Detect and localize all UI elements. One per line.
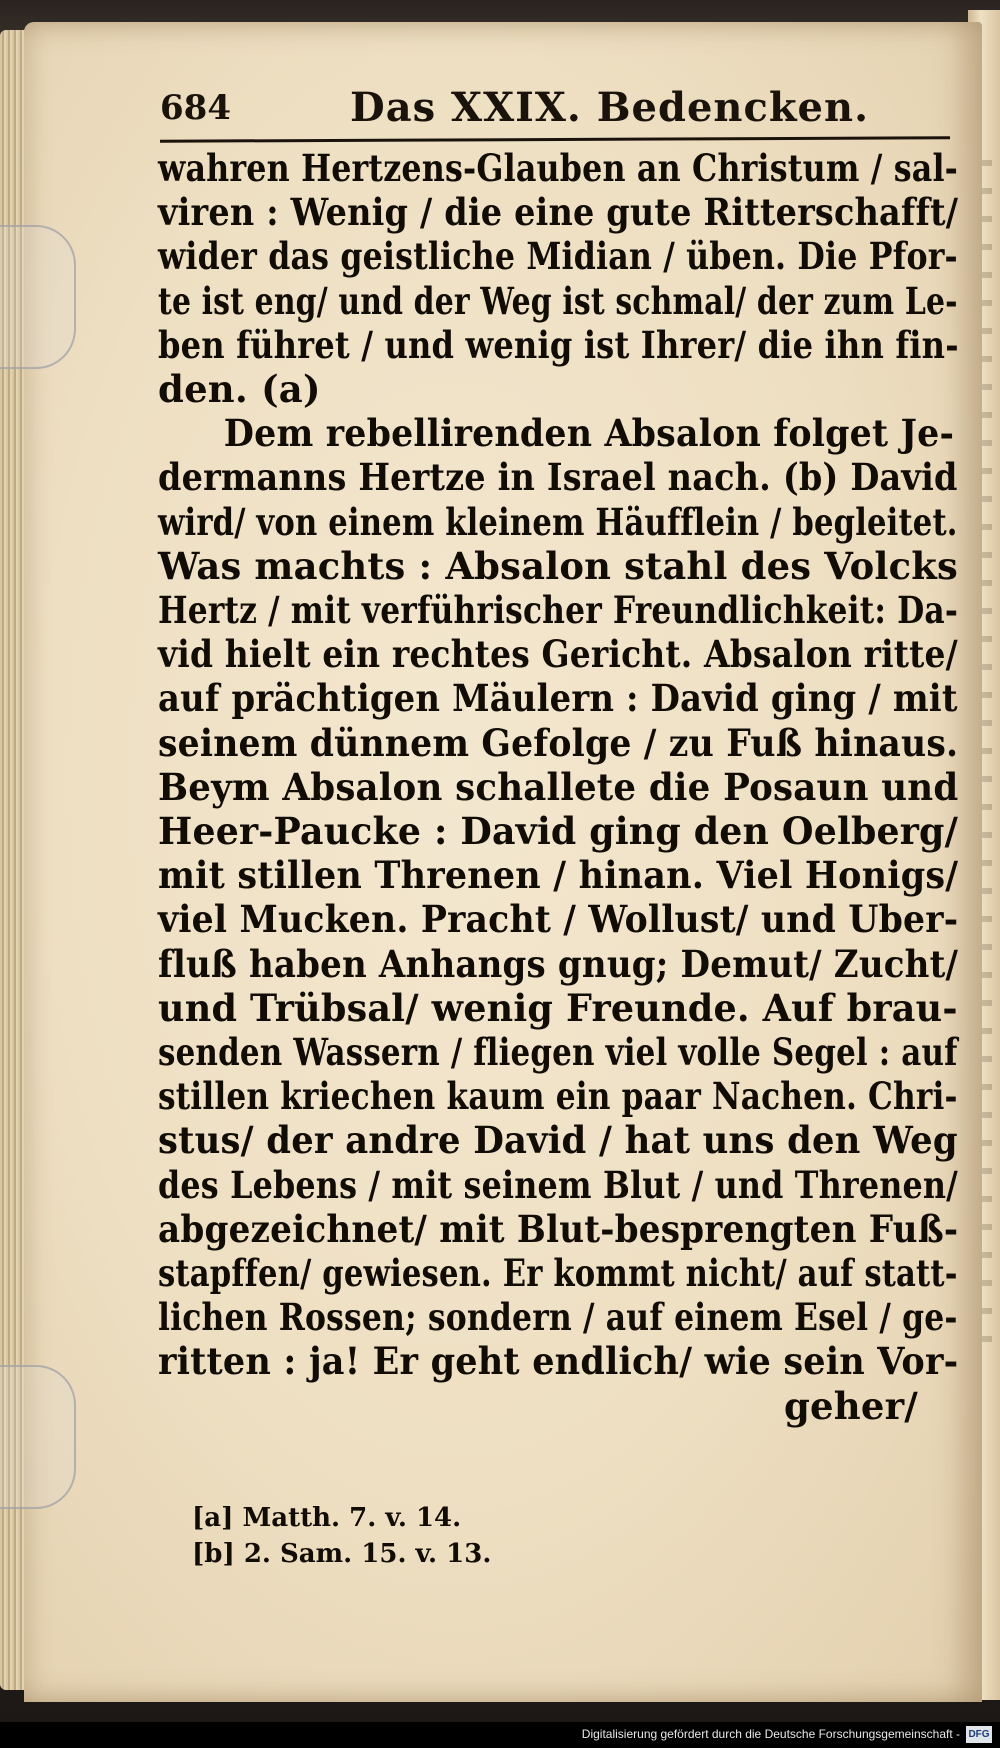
text-line: senden Wassern / fliegen viel volle Segel : auf	[158, 1030, 958, 1075]
dfg-logo: DFG	[966, 1726, 992, 1743]
footnote-a: [a] Matth. 7. v. 14.	[192, 1503, 462, 1533]
footer-bar	[0, 1722, 1000, 1748]
catchword: geher/	[783, 1383, 918, 1428]
body-text	[158, 146, 958, 1428]
text-line: stus/ der andre David / hat uns den Weg	[158, 1118, 958, 1163]
text-line: dermanns Hertze in Israel nach. (b) David	[158, 455, 958, 500]
text-line: Beym Absalon schallete die Posaun und	[158, 764, 959, 809]
text-line: wird/ von einem kleinem Häufflein / begleitet.	[158, 499, 958, 544]
text-line: fluß haben Anhangs gnug; Demut/ Zucht/	[158, 941, 959, 986]
text-line: mit stillen Threnen / hinan. Viel Honigs/	[158, 853, 959, 898]
text-line: den. (a)	[158, 367, 321, 412]
text-line: vid hielt ein rechtes Gericht. Absalon ritte/	[158, 632, 958, 677]
footnotes	[192, 1500, 692, 1572]
page-clip-bottom	[0, 1365, 76, 1509]
running-title: Das XXIX. Bedencken.	[350, 84, 870, 131]
text-line: stapffen/ gewiesen. Er kommt nicht/ auf statt-	[158, 1251, 958, 1296]
text-line: abgezeichnet/ mit Blut-besprengten Fuß-	[158, 1206, 959, 1251]
text-line: Was machts : Absalon stahl des Volcks	[158, 543, 958, 588]
page-clip-top	[0, 225, 76, 369]
text-line: te ist eng/ und der Weg ist schmal/ der zum Le-	[158, 278, 958, 323]
text-line: Heer-Paucke : David ging den Oelberg/	[158, 809, 959, 854]
text-line: Hertz / mit verführischer Freundlichkeit: Da-	[158, 588, 959, 633]
text-line: ben führet / und wenig ist Ihrer/ die ihn fin-	[158, 322, 959, 367]
text-line: ritten : ja! Er geht endlich/ wie sein Vor-	[158, 1339, 959, 1384]
text-line: wider das geistliche Midian / üben. Die Pfor-	[158, 234, 958, 279]
text-line: viren : Wenig / die eine gute Ritterschafft/	[158, 190, 959, 235]
text-line: und Trübsal/ wenig Freunde. Auf brau-	[158, 985, 958, 1030]
text-line: lichen Rossen; sondern / auf einem Esel / ge-	[158, 1295, 958, 1340]
text-line: seinem dünnem Gefolge / zu Fuß hinaus.	[158, 720, 959, 765]
text-line: viel Mucken. Pracht / Wollust/ und Uber-	[158, 897, 959, 942]
text-line: stillen kriechen kaum ein paar Nachen. Chri-	[158, 1074, 958, 1119]
text-line: des Lebens / mit seinem Blut / und Threnen/	[158, 1162, 958, 1207]
page-number: 684	[160, 88, 231, 128]
funding-credit: Digitalisierung gefördert durch die Deutsche Forschungsgemeinschaft -	[581, 1727, 960, 1741]
text-line: auf prächtigen Mäulern : David ging / mit	[158, 676, 958, 721]
text-line: wahren Hertzens-Glauben an Christum / sal-	[158, 146, 959, 190]
footnote-b: [b] 2. Sam. 15. v. 13.	[192, 1539, 492, 1569]
text-line: Dem rebellirenden Absalon folget Je-	[223, 411, 955, 456]
